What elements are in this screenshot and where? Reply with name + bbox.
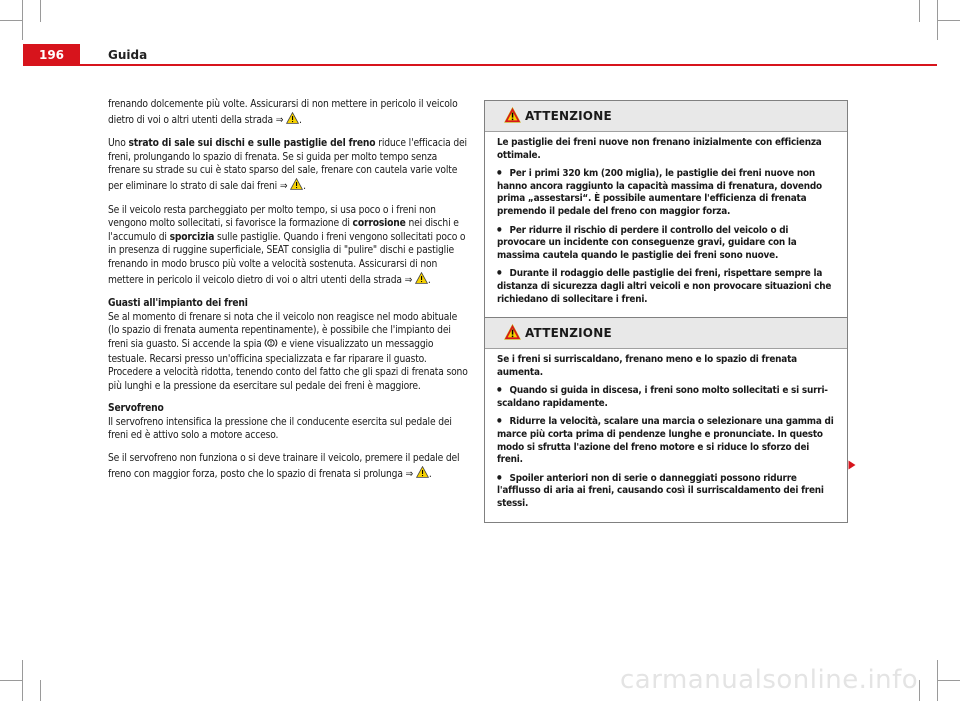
crop-mark bbox=[0, 680, 22, 681]
bold-term: sporcizia bbox=[169, 231, 215, 243]
warning-title: ATTENZIONE bbox=[525, 109, 612, 123]
text: . bbox=[298, 114, 302, 126]
warning-bullet: ● Per i primi 320 km (200 miglia), le pastiglie dei freni nuove non hanno ancora raggiunto la capacità massima di frenatura, dovendo prima „assestarsi“. È possibile aumentare l'efficienza di frenata premendo il pedale del freno con maggior forza. bbox=[497, 167, 837, 218]
paragraph-4 bbox=[108, 311, 468, 394]
paragraph-3 bbox=[108, 204, 468, 289]
paragraph-5: Il servofreno intensifica la pressione che il conducente esercita sul pedale dei freni ed è attivo solo a motore acceso. bbox=[108, 416, 452, 442]
text: Uno bbox=[108, 138, 129, 150]
warning-header bbox=[485, 318, 847, 349]
text: sulle pastiglie. Quando i freni vengono sollecitati poco o in presenza di ruggine superficiale, SEAT consiglia di "pulire" dischi e pastiglie frenando in modo brusco più volte a velocità sostenuta. Assicurarsi di non mettere in pericolo il veicolo dietro di voi o altri utenti della strada ⇒ bbox=[108, 231, 466, 286]
text: Se il servofreno non funziona o si deve trainare il veicolo, premere il pedale del freno con maggior forza, posto che lo spazio di frenata si prolunga ⇒ bbox=[108, 453, 460, 480]
page-number: 196 bbox=[23, 44, 80, 66]
warning-triangle-icon bbox=[416, 466, 429, 483]
bold-term: corrosione bbox=[352, 218, 406, 230]
paragraph-1 bbox=[108, 98, 468, 128]
crop-mark bbox=[0, 20, 22, 21]
warning-intro: Le pastiglie dei freni nuove non frenano inizialmente con efficienza ottimale. bbox=[497, 137, 822, 161]
bold-term: strato di sale sui dischi e sulle pastiglie del freno bbox=[128, 138, 376, 150]
warning-triangle-icon bbox=[415, 272, 428, 289]
warning-body bbox=[485, 132, 847, 317]
text: nei dischi e l'accumulo di bbox=[108, 218, 459, 243]
crop-mark bbox=[937, 660, 938, 701]
warning-triangle-icon bbox=[504, 324, 521, 344]
text: Se al momento di frenare si nota che il veicolo non reagisce nel modo abituale (lo spazio di frenata aumenta repentinamente), è possibile che l'impianto dei freni sia guasto. Si accende la spia bbox=[108, 311, 458, 350]
text: . bbox=[303, 180, 306, 192]
crop-mark bbox=[938, 20, 960, 21]
crop-mark bbox=[938, 680, 960, 681]
text: e viene visualizzato un messaggio testuale. Recarsi presso un'officina specializzata e far riparare il guasto. Procedere a velocità ridotta, tenendo conto del fatto che gli spazi di frenata sono più lunghi e la pressione da esercitare sul pedale dei freni è maggiore. bbox=[108, 338, 468, 392]
warning-box-2 bbox=[484, 317, 848, 523]
brake-warning-light-icon bbox=[264, 338, 278, 353]
crop-mark bbox=[40, 0, 41, 22]
crop-mark bbox=[919, 680, 920, 701]
warning-title: ATTENZIONE bbox=[525, 326, 612, 340]
warning-bullet: ● Ridurre la velocità, scalare una marcia o selezionare una gamma di marce più corta prima di pendenze lunghe e pronunciate. In questo modo si sfrutta l'azione del freno motore e si riduce lo sforzo dei freni. bbox=[497, 415, 837, 466]
warning-box-1 bbox=[484, 100, 848, 318]
warning-triangle-icon bbox=[504, 107, 521, 127]
section-title: Guida bbox=[108, 48, 148, 62]
crop-mark bbox=[937, 0, 938, 40]
text: Se il veicolo resta parcheggiato per molto tempo, si usa poco o i freni non vengono molto sollecitati, si favorisce la formazione di bbox=[108, 204, 436, 230]
warning-triangle-icon bbox=[286, 112, 299, 129]
crop-mark bbox=[22, 660, 23, 701]
text: . bbox=[428, 468, 432, 480]
warning-bullet: ● Quando si guida in discesa, i freni sono molto sollecitati e si surriscaldano rapidamente. bbox=[497, 384, 837, 410]
warning-bullet: ● Spoiler anteriori non di serie o danneggiati possono ridurre l'afflusso di aria ai freni, causando così il surriscaldamento dei freni stessi. bbox=[497, 472, 837, 511]
warning-header bbox=[485, 101, 847, 132]
heading-servofreno: Servofreno bbox=[108, 403, 164, 415]
text: frenando dolcemente più volte. Assicurarsi di non mettere in pericolo il veicolo dietro di voi o altri utenti della strada ⇒ bbox=[108, 99, 458, 126]
crop-mark bbox=[22, 0, 23, 40]
crop-mark bbox=[919, 0, 920, 22]
warning-bullet: ● Per ridurre il rischio di perdere il controllo del veicolo o di provocare un incidente con conseguenze gravi, guidare con la massima cautela quando le pastiglie dei freni sono nuove. bbox=[497, 224, 837, 263]
watermark: carmanualsonline.info bbox=[620, 665, 919, 695]
crop-mark bbox=[40, 680, 41, 701]
paragraph-6 bbox=[108, 452, 468, 482]
heading-guasti: Guasti all'impianto dei freni bbox=[108, 298, 248, 310]
continue-arrow-icon bbox=[848, 455, 856, 474]
paragraph-2 bbox=[108, 137, 468, 194]
warning-intro: Se i freni si surriscaldano, frenano meno e lo spazio di frenata aumenta. bbox=[497, 354, 797, 378]
text: . bbox=[427, 274, 431, 286]
warning-bullet: ● Durante il rodaggio delle pastiglie dei freni, rispettare sempre la distanza di sicurezza dagli altri veicoli e non provocare situazioni che richiedano di sollecitare i freni. bbox=[497, 267, 837, 306]
body-text-column bbox=[108, 98, 468, 491]
header-rule bbox=[80, 64, 937, 66]
text: riduce l'efficacia dei freni, prolungando lo spazio di frenata. Se si guida per molto tempo senza frenare su strade su cui è stato sparso del sale, frenare con cautela varie volte per eliminare lo strato di sale dai freni ⇒ bbox=[108, 138, 467, 192]
warning-triangle-icon bbox=[290, 178, 303, 195]
warning-body bbox=[485, 349, 847, 522]
